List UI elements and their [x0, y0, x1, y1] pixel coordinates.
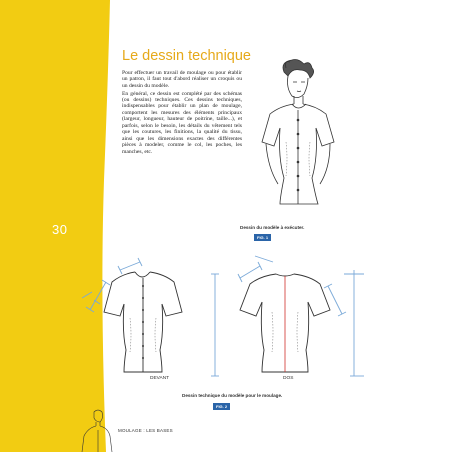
- figure-1-caption: Dessin du modèle à exécuter.: [240, 225, 305, 230]
- body-text: [122, 70, 242, 156]
- page-number: 30: [52, 222, 68, 237]
- front-label: DEVANT: [150, 376, 170, 381]
- figure-2-technical-drawings: [80, 252, 380, 380]
- paragraph-2: En général, ce dessin est complété par des schémas (ou dessins) techniques. Ces dessins techniques, indispensables pour établir un plan de moulage, comportent les mesures des éléments principaux (largeur, longueur, hauteur de poitrine, taille...), et parfois, selon le besoin, les détails du vêtement tels que les coutures, les finitions, la qualité du tissu, ainsi que les dimensions exactes des différentes pièces à modeler, comme le col, les poches, les manches, etc.: [122, 90, 242, 155]
- footer-text: MOULAGE : LES BASES: [118, 428, 173, 433]
- footer-sketch: [80, 408, 114, 452]
- page-title: Le dessin technique: [122, 48, 251, 64]
- figure-1-badge: FIG. 1: [254, 234, 271, 241]
- figure-2-caption: Dessin technique du modèle pour le moulage.: [182, 393, 283, 398]
- back-label: DOS: [283, 376, 294, 381]
- figure-1-sketch: [240, 58, 360, 228]
- figure-2-badge: FIG. 2: [213, 403, 230, 410]
- paragraph-1: Pour effectuer un travail de moulage ou pour établir un patron, il faut tout d'abord réaliser un croquis ou un dessin du modèle.: [122, 70, 242, 89]
